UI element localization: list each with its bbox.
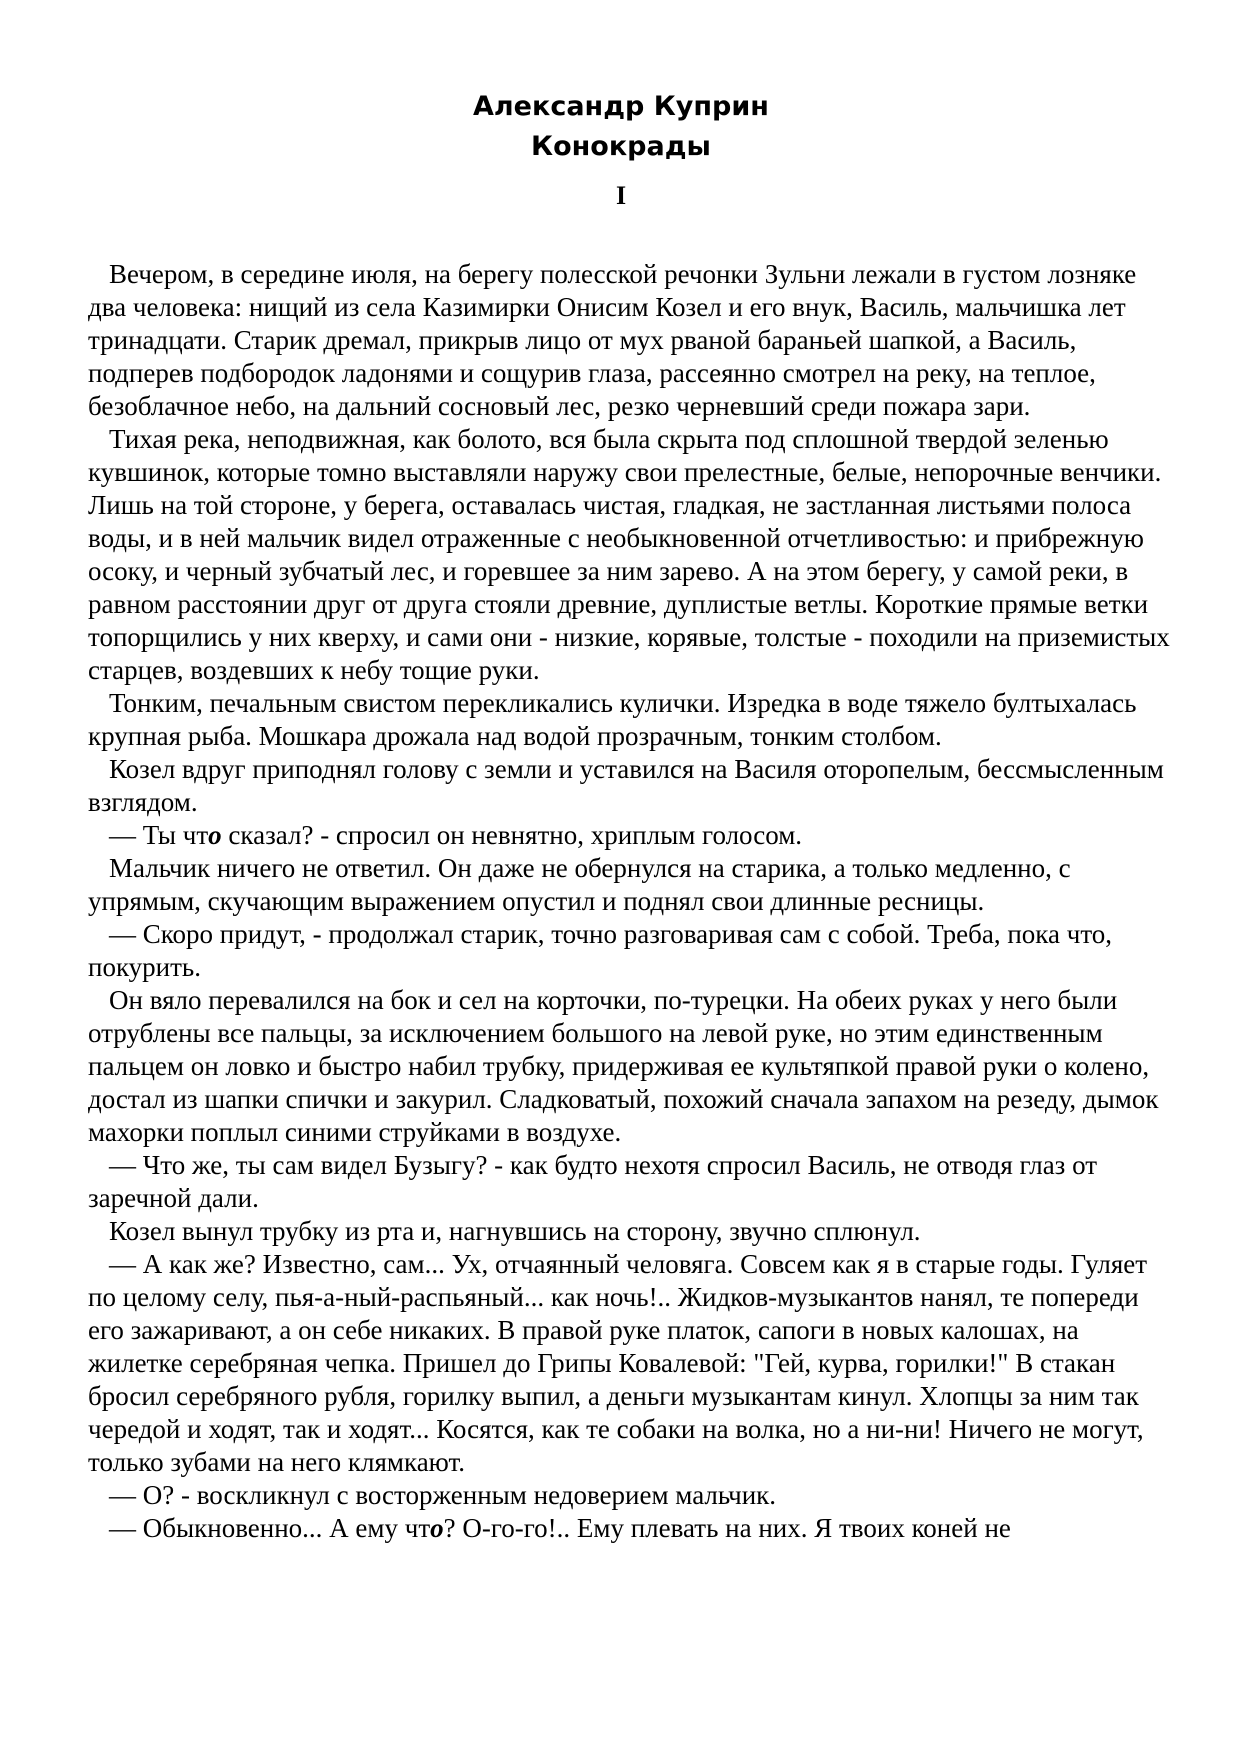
paragraph-text: ? О-го-го!.. Ему плевать на них. Я твоих коней не — [443, 1513, 1011, 1543]
story-title: Конокрады — [531, 131, 711, 162]
paragraph: Тонким, печальным свистом перекликались кулички. Изредка в воде тяжело бултыхалась крупная рыба. Мошкара дрожала над водой прозрачным, тонким столбом. — [88, 688, 1137, 751]
author-name: Александр Куприн — [473, 91, 769, 122]
paragraph — [88, 1512, 1178, 1545]
paragraph: Мальчик ничего не ответил. Он даже не обернулся на старика, а только медленно, с упрямым, скучающим выражением опустил и поднял свои длинные ресницы. — [88, 853, 1071, 916]
paragraph: — Скоро придут, - продолжал старик, точно разговаривая сам с собой. Треба, пока что, покурить. — [88, 919, 1113, 982]
paragraph-text: — Ты чт — [109, 820, 209, 850]
paragraph: Он вяло перевалился на бок и сел на корточки, по-турецки. На обеих руках у него были отрублены все пальцы, за исключением большого на левой руке, но этим единственным пальцем он ловко и быстро набил трубку, придерживая ее культяпкой правой руки о колено, достал из шапки спички и закурил. Сладковатый, похожий сначала запахом на резеду, дымок махорки поплыл синими струйками в воздухе. — [88, 985, 1159, 1147]
paragraph: Тихая река, неподвижная, как болото, вся была скрыта под сплошной твердой зеленью кувшинок, которые томно выставляли наружу свои прелестные, белые, непорочные венчики. Лишь на той стороне, у берега, оставалась чистая, гладкая, не застланная листьями полоса воды, и в ней мальчик видел отраженные с необыкновенной отчетливостью: и прибрежную осоку, и черный зубчатый лес, и горевшее за ним зарево. А на этом берегу, у самой реки, в равном расстоянии друг от друга стояли древние, дуплистые ветлы. Короткие прямые ветки топорщились у них кверху, и сами они - низкие, корявые, толстые - походили на приземистых старцев, воздевших к небу тощие руки. — [88, 424, 1170, 685]
emphasized-letter: о — [208, 820, 222, 850]
emphasized-letter: о — [430, 1513, 444, 1543]
story-text — [88, 258, 1178, 1545]
paragraph — [88, 819, 1178, 852]
paragraph: — Что же, ты сам видел Бузыгу? - как будто нехотя спросил Василь, не отводя глаз от заречной дали. — [88, 1150, 1098, 1213]
paragraph: — А как же? Известно, сам... Ух, отчаянный человяга. Совсем как я в старые годы. Гуляет по целому селу, пья-а-ный-распьяный... как ночь!.. Жидков-музыкантов нанял, те попереди его зажаривают, а он себе никаких. В правой руке платок, сапоги в новых калошах, на жилетке серебряная чепка. Пришел до Грипы Ковалевой: "Гей, курва, горилки!" В стакан бросил серебряного рубля, горилку выпил, а деньги музыкантам кинул. Хлопцы за ним так чередой и ходят, так и ходят... Косятся, как те собаки на волка, но а ни-ни! Ничего не могут, только зубами на него клямкают. — [88, 1249, 1148, 1477]
paragraph: Козел вдруг приподнял голову с земли и уставился на Василя оторопелым, бессмысленным взглядом. — [88, 754, 1164, 817]
chapter-number: I — [615, 181, 627, 210]
paragraph-text: — Обыкновенно... А ему чт — [109, 1513, 431, 1543]
paragraph: Вечером, в середине июля, на берегу полесской речонки Зульни лежали в густом лозняке два человека: нищий из села Казимирки Онисим Козел и его внук, Василь, мальчишка лет тринадцати. Старик дремал, прикрыв лицо от мух рваной бараньей шапкой, а Василь, подперев подбородок ладонями и сощурив глаза, рассеянно смотрел на реку, на теплое, безоблачное небо, на дальний сосновый лес, резко черневший среди пожара зари. — [88, 259, 1137, 421]
paragraph: — О? - воскликнул с восторженным недоверием мальчик. — [109, 1480, 777, 1510]
paragraph: Козел вынул трубку из рта и, нагнувшись на сторону, звучно сплюнул. — [109, 1216, 921, 1246]
paragraph-text: сказал? - спросил он невнятно, хриплым голосом. — [221, 820, 803, 850]
